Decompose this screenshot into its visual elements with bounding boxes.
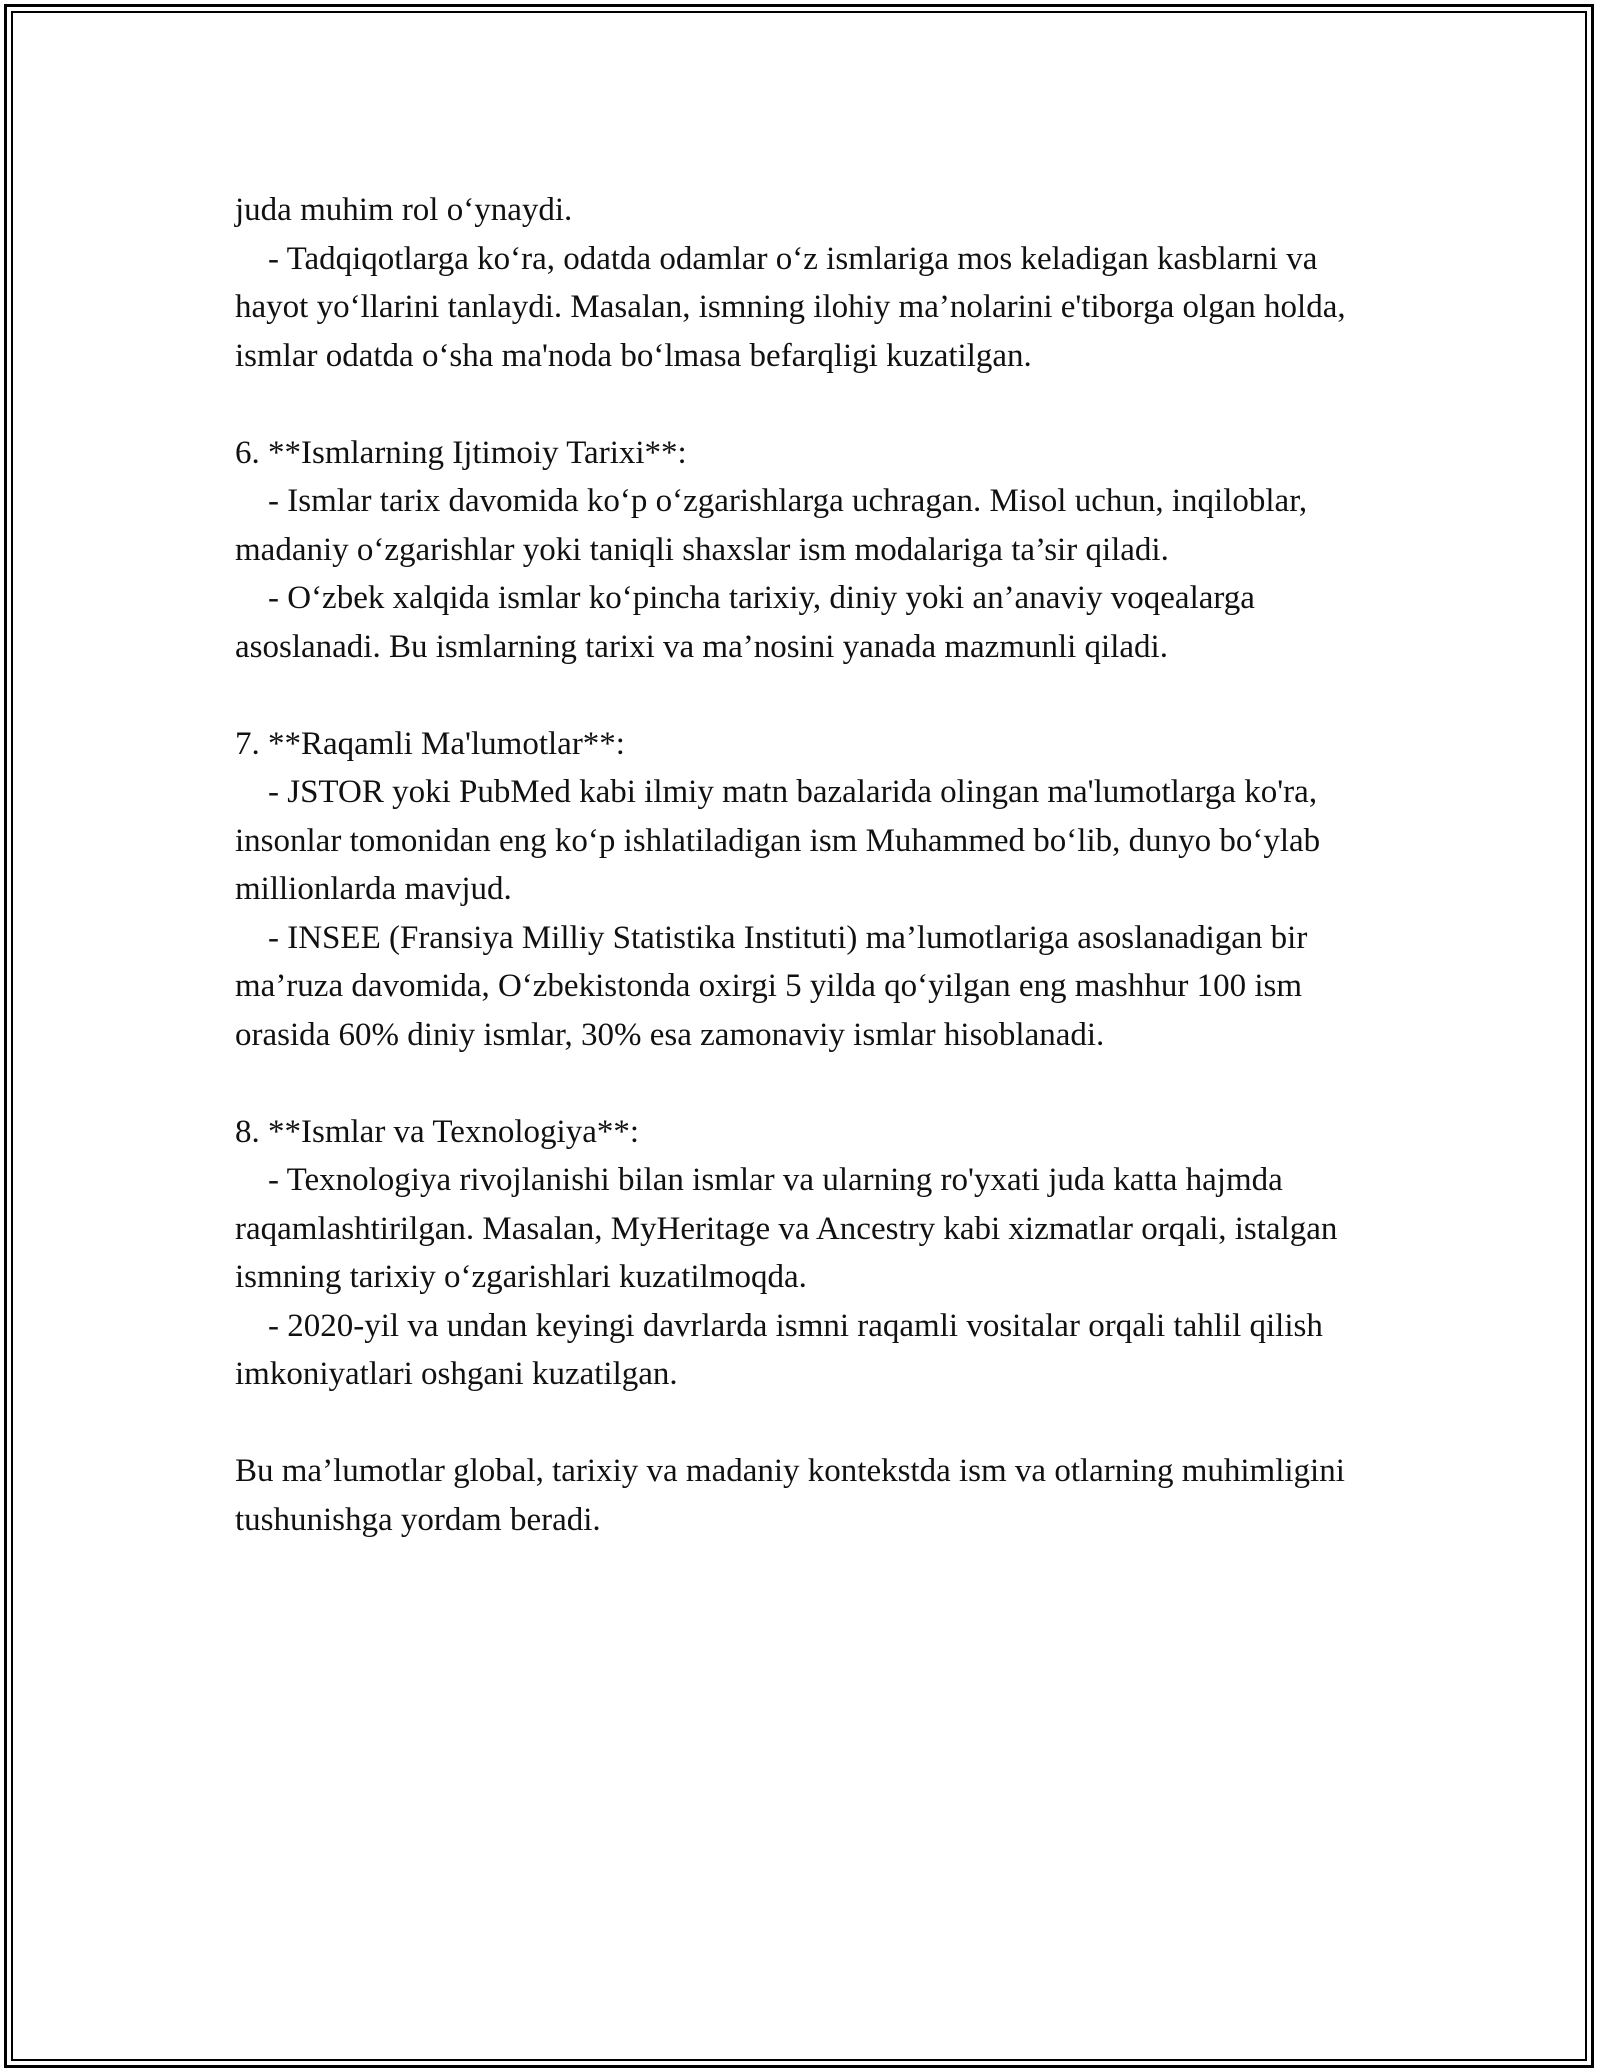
closing-paragraph: Bu ma’lumotlar global, tarixiy va madaniy kontekstda ism va otlarning muhimligini tushunishga yordam beradi.	[235, 1453, 1354, 1538]
bullet-6-1: - Ismlar tarix davomida ko‘p o‘zgarishlarga uchragan. Misol uchun, inqiloblar, madaniy o‘zgarishlar yoki taniqli shaxslar ism modalariga ta’sir qiladi.	[235, 483, 1316, 568]
document-body	[235, 186, 1380, 1544]
heading-8: 8. **Ismlar va Texnologiya**:	[235, 1113, 640, 1150]
bullet-6-2: - O‘zbek xalqida ismlar ko‘pincha tarixiy, diniy yoki an’anaviy voqealarga asoslanadi. Bu ismlarning tarixi va ma’nosini yanada mazmunli qiladi.	[235, 580, 1264, 665]
bullet-7-1: - JSTOR yoki PubMed kabi ilmiy matn bazalarida olingan ma'lumotlarga ko'ra, insonlar tomonidan eng ko‘p ishlatiladigan ism Muhammed bo‘lib, dunyo bo‘ylab millionlarda mavjud.	[235, 774, 1329, 907]
bullet-5-2: - Tadqiqotlarga ko‘ra, odatda odamlar o‘z ismlariga mos keladigan kasblarni va hayot yo‘llarini tanlaydi. Masalan, ismning ilohiy ma’nolarini e'tiborga olgan holda, ismlar odatda o‘sha ma'noda bo‘lmasa befarqligi kuzatilgan.	[235, 240, 1354, 374]
paragraph-gap	[235, 671, 1380, 720]
paragraph-gap	[235, 1059, 1380, 1108]
bullet-8-1: - Texnologiya rivojlanishi bilan ismlar va ularning ro'yxati juda katta hajmda raqamlashtirilgan. Masalan, MyHeritage va Ancestry kabi xizmatlar orqali, istalgan ismning tarixiy o‘zgarishlari kuzatilmoqda.	[235, 1162, 1346, 1295]
continuation-line: juda muhim rol o‘ynaydi.	[235, 192, 573, 228]
bullet-7-2: - INSEE (Fransiya Milliy Statistika Instituti) ma’lumotlariga asoslanadigan bir ma’ruza davomida, O‘zbekistonda oxirgi 5 yilda qo‘yilgan eng mashhur 100 ism orasida 60% diniy ismlar, 30% esa zamonaviy ismlar hisoblanadi.	[235, 919, 1316, 1053]
paragraph-gap	[235, 1399, 1380, 1448]
heading-6: 6. **Ismlarning Ijtimoiy Tarixi**:	[235, 434, 687, 471]
paragraph-gap	[235, 380, 1380, 429]
heading-7: 7. **Raqamli Ma'lumotlar**:	[235, 725, 625, 762]
bullet-8-2: - 2020-yil va undan keyingi davrlarda ismni raqamli vositalar orqali tahlil qilish imkoniyatlari oshgani kuzatilgan.	[235, 1307, 1332, 1392]
